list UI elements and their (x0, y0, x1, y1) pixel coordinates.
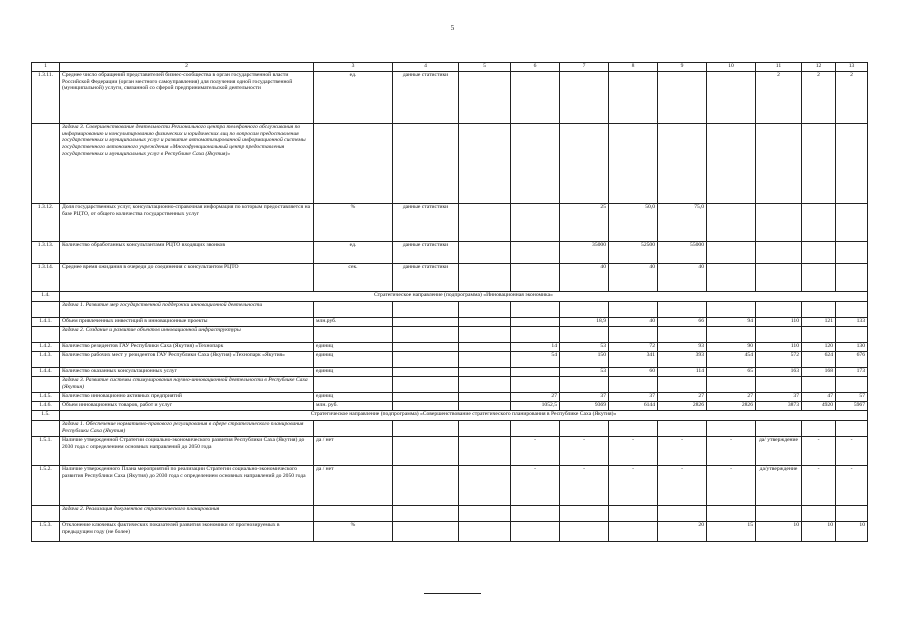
value-cell: 54 (511, 352, 560, 368)
task-row (32, 377, 868, 393)
empty-cell (32, 377, 60, 393)
value-cell (511, 72, 560, 124)
empty-cell (393, 377, 459, 393)
value-cell (459, 368, 511, 377)
empty-cell (836, 302, 868, 318)
row-number: 1.5.1. (32, 437, 60, 466)
value-cell: - (560, 466, 609, 506)
value-cell: 10 (802, 522, 836, 542)
task-row (32, 302, 868, 318)
empty-cell (314, 124, 393, 204)
value-cell (459, 318, 511, 327)
value-cell (756, 204, 802, 242)
value-cell (511, 368, 560, 377)
value-cell: 130 (836, 343, 868, 352)
indicator-name: Объем инновационных товаров, работ и услуг (60, 402, 314, 411)
empty-cell (756, 377, 802, 393)
empty-cell (836, 327, 868, 343)
value-cell: 14 (511, 343, 560, 352)
value-cell: - (511, 466, 560, 506)
header-cell: 5 (459, 63, 511, 72)
empty-cell (658, 506, 707, 522)
row-number: 1.4.1. (32, 318, 60, 327)
header-cell: 9 (658, 63, 707, 72)
value-cell: да/утверждение (756, 466, 802, 506)
empty-cell (658, 124, 707, 204)
source-cell (393, 393, 459, 402)
value-cell: - (609, 437, 658, 466)
source-cell (393, 466, 459, 506)
value-cell: 3873 (756, 402, 802, 411)
table-row (32, 264, 868, 292)
empty-cell (32, 124, 60, 204)
value-cell (609, 522, 658, 542)
indicator-name: Объем привлеченных инвестиций в инновационные проекты (60, 318, 314, 327)
value-cell (707, 204, 756, 242)
empty-cell (609, 506, 658, 522)
empty-cell (658, 377, 707, 393)
value-cell: - (511, 437, 560, 466)
value-cell (560, 522, 609, 542)
source-cell (393, 343, 459, 352)
source-cell (393, 318, 459, 327)
table-row (32, 343, 868, 352)
value-cell: 6144 (609, 402, 658, 411)
empty-cell (511, 327, 560, 343)
value-cell: 120 (802, 343, 836, 352)
value-cell (707, 242, 756, 264)
table-row (32, 522, 868, 542)
value-cell (459, 437, 511, 466)
value-cell (802, 264, 836, 292)
value-cell: 2826 (707, 402, 756, 411)
indicator-name: Количество инновационно активных предприятий (60, 393, 314, 402)
value-cell (459, 72, 511, 124)
empty-cell (802, 421, 836, 437)
value-cell: 110 (756, 318, 802, 327)
unit-cell: ед. (314, 72, 393, 124)
empty-cell (32, 302, 60, 318)
row-number: 1.5. (32, 411, 60, 421)
task-row (32, 124, 868, 204)
value-cell (459, 204, 511, 242)
empty-cell (756, 124, 802, 204)
empty-cell (459, 302, 511, 318)
value-cell: - (658, 466, 707, 506)
value-cell: - (836, 437, 868, 466)
value-cell (459, 402, 511, 411)
unit-cell: да / нет (314, 437, 393, 466)
empty-cell (393, 124, 459, 204)
value-cell: 50,0 (609, 204, 658, 242)
table-row (32, 402, 868, 411)
value-cell (459, 466, 511, 506)
value-cell: 27 (707, 393, 756, 402)
value-cell: 40 (609, 264, 658, 292)
value-cell: 20 (658, 522, 707, 542)
value-cell: 454 (707, 352, 756, 368)
value-cell: 2 (756, 72, 802, 124)
empty-cell (707, 421, 756, 437)
value-cell (756, 242, 802, 264)
source-cell: данные статистики (393, 242, 459, 264)
header-cell: 7 (560, 63, 609, 72)
header-cell: 6 (511, 63, 560, 72)
value-cell: 393 (658, 352, 707, 368)
unit-cell: единиц (314, 393, 393, 402)
header-cell: 2 (60, 63, 314, 72)
row-number: 1.4.2. (32, 343, 60, 352)
value-cell: 173 (836, 368, 868, 377)
row-number: 1.3.13. (32, 242, 60, 264)
value-cell: 4920 (802, 402, 836, 411)
empty-cell (459, 377, 511, 393)
source-cell (393, 522, 459, 542)
value-cell: 53 (560, 343, 609, 352)
header-cell: 3 (314, 63, 393, 72)
empty-cell (560, 327, 609, 343)
value-cell: - (802, 437, 836, 466)
value-cell: 53 (560, 368, 609, 377)
value-cell: 163 (756, 368, 802, 377)
empty-cell (511, 377, 560, 393)
page-number: 5 (450, 24, 455, 32)
table-row (32, 368, 868, 377)
value-cell: 676 (836, 352, 868, 368)
unit-cell: млн.руб. (314, 318, 393, 327)
section-row (32, 292, 868, 302)
unit-cell: млн. руб. (314, 402, 393, 411)
empty-cell (707, 302, 756, 318)
row-number: 1.4.4. (32, 368, 60, 377)
row-number: 1.3.11. (32, 72, 60, 124)
empty-cell (802, 506, 836, 522)
unit-cell: да / нет (314, 466, 393, 506)
header-cell: 12 (802, 63, 836, 72)
value-cell (511, 264, 560, 292)
empty-cell (459, 421, 511, 437)
empty-cell (560, 124, 609, 204)
empty-cell (802, 377, 836, 393)
empty-cell (32, 327, 60, 343)
indicator-name: Отклонение ключевых фактических показателей развития экономики от прогнозируемых в предыдущем году (не более) (60, 522, 314, 542)
source-cell: данные статистики (393, 264, 459, 292)
indicator-name: Количество рабочих мест у резидентов ГАУ Республики Саха (Якутия) «Технопарк «Якутия» (60, 352, 314, 368)
task-row (32, 506, 868, 522)
table-row (32, 318, 868, 327)
empty-cell (802, 124, 836, 204)
value-cell (756, 264, 802, 292)
empty-cell (609, 124, 658, 204)
indicator-name: Наличие утвержденного Плана мероприятий по реализации Стратегии социально-экономического развития Республики Саха (Якутия) до 2030 года с определением основных направлений до 2050 года (60, 466, 314, 506)
empty-cell (511, 302, 560, 318)
value-cell: 5967 (836, 402, 868, 411)
value-cell: 40 (609, 318, 658, 327)
row-number: 1.4.5. (32, 393, 60, 402)
value-cell: 121 (802, 318, 836, 327)
value-cell (836, 242, 868, 264)
value-cell: 60 (609, 368, 658, 377)
value-cell: - (609, 466, 658, 506)
value-cell: 2826 (658, 402, 707, 411)
indicator-name: Наличие утвержденной Стратегии социально-экономического развития Республики Саха (Якутия) до 2030 года с определением основных направлений до 2050 года (60, 437, 314, 466)
unit-cell: ед. (314, 242, 393, 264)
empty-cell (560, 377, 609, 393)
table-row (32, 352, 868, 368)
header-cell: 8 (609, 63, 658, 72)
value-cell: 37 (560, 393, 609, 402)
source-cell (393, 437, 459, 466)
empty-cell (459, 506, 511, 522)
unit-cell: сек. (314, 264, 393, 292)
header-cell: 1 (32, 63, 60, 72)
table-row (32, 204, 868, 242)
section-title: Стратегическое направление (подпрограмма) «Инновационная экономика» (60, 292, 868, 302)
value-cell: 37 (609, 393, 658, 402)
row-number: 1.5.2. (32, 466, 60, 506)
indicators-table (31, 62, 868, 542)
value-cell: 10 (756, 522, 802, 542)
empty-cell (756, 421, 802, 437)
source-cell: данные статистики (393, 72, 459, 124)
value-cell: - (707, 466, 756, 506)
value-cell: - (836, 466, 868, 506)
value-cell: 150 (560, 352, 609, 368)
value-cell: 2 (836, 72, 868, 124)
value-cell: 93 (658, 343, 707, 352)
value-cell: да/ утверждение (756, 437, 802, 466)
row-number: 1.4.6. (32, 402, 60, 411)
value-cell: 341 (609, 352, 658, 368)
header-cell: 4 (393, 63, 459, 72)
empty-cell (393, 302, 459, 318)
empty-cell (609, 302, 658, 318)
value-cell: 572 (756, 352, 802, 368)
value-cell (609, 72, 658, 124)
row-number: 1.4. (32, 292, 60, 302)
empty-cell (511, 421, 560, 437)
value-cell: 9369 (560, 402, 609, 411)
value-cell (459, 393, 511, 402)
empty-cell (393, 421, 459, 437)
table-row (32, 437, 868, 466)
value-cell: - (707, 437, 756, 466)
empty-cell (836, 506, 868, 522)
empty-cell (560, 506, 609, 522)
empty-cell (314, 421, 393, 437)
empty-cell (32, 421, 60, 437)
task-row (32, 327, 868, 343)
row-number: 1.3.14. (32, 264, 60, 292)
empty-cell (707, 124, 756, 204)
empty-cell (707, 377, 756, 393)
empty-cell (560, 421, 609, 437)
value-cell: 624 (802, 352, 836, 368)
value-cell: 35000 (560, 242, 609, 264)
header-cell: 13 (836, 63, 868, 72)
value-cell: 47 (802, 393, 836, 402)
empty-cell (511, 124, 560, 204)
empty-cell (609, 421, 658, 437)
task-text: Задача 2. Реализация документов стратегического планирования (60, 506, 314, 522)
row-number: 1.3.12. (32, 204, 60, 242)
value-cell: 2 (802, 72, 836, 124)
empty-cell (756, 506, 802, 522)
row-number: 1.5.3. (32, 522, 60, 542)
value-cell: 90 (707, 343, 756, 352)
task-text: Задача 1. Развитие мер государственной поддержки инновационной деятельности (60, 302, 314, 318)
empty-cell (836, 421, 868, 437)
value-cell: 27 (658, 393, 707, 402)
value-cell: 168 (802, 368, 836, 377)
source-cell (393, 402, 459, 411)
value-cell (707, 264, 756, 292)
indicator-name: Среднее число обращений представителей бизнес-сообщества в орган государственной власти Российской Федерации (орган местного самоуправления) для получения одной государственной (муниципальной) услуги, связанной со сферой предпринимательской деятельности (60, 72, 314, 124)
value-cell: 110 (756, 343, 802, 352)
value-cell: 27 (511, 393, 560, 402)
value-cell: 133 (836, 318, 868, 327)
indicator-name: Количество обработанных консультантами РЦТО входящих звонков (60, 242, 314, 264)
indicator-name: Количество оказанных консультационных услуг (60, 368, 314, 377)
table-row (32, 72, 868, 124)
empty-cell (658, 327, 707, 343)
row-number: 1.4.3. (32, 352, 60, 368)
value-cell (707, 72, 756, 124)
empty-cell (802, 327, 836, 343)
value-cell: 40 (658, 264, 707, 292)
value-cell: 72 (609, 343, 658, 352)
value-cell: 65 (707, 368, 756, 377)
empty-cell (393, 506, 459, 522)
empty-cell (756, 302, 802, 318)
empty-cell (459, 124, 511, 204)
value-cell (511, 318, 560, 327)
section-title: Стратегическое направление (подпрограмма) «Совершенствование стратегического планирования в Республике Саха (Якутия)» (60, 411, 868, 421)
value-cell: 66 (658, 318, 707, 327)
value-cell: 52500 (609, 242, 658, 264)
empty-cell (560, 302, 609, 318)
value-cell: - (560, 437, 609, 466)
empty-cell (802, 302, 836, 318)
value-cell: 15 (707, 522, 756, 542)
unit-cell: единиц (314, 343, 393, 352)
empty-cell (314, 302, 393, 318)
empty-cell (314, 506, 393, 522)
unit-cell: единиц (314, 352, 393, 368)
task-text: Задача 1. Обеспечение нормативно-правового регулирования в сфере стратегического планирования Республики Саха (Якутия) (60, 421, 314, 437)
value-cell (459, 352, 511, 368)
value-cell (802, 242, 836, 264)
value-cell (836, 264, 868, 292)
empty-cell (707, 506, 756, 522)
empty-cell (609, 377, 658, 393)
table-row (32, 466, 868, 506)
value-cell: 25 (560, 204, 609, 242)
empty-cell (707, 327, 756, 343)
unit-cell: % (314, 204, 393, 242)
empty-cell (658, 421, 707, 437)
value-cell: 75,0 (658, 204, 707, 242)
empty-cell (658, 302, 707, 318)
source-cell (393, 368, 459, 377)
header-cell: 11 (756, 63, 802, 72)
value-cell: 1052,5 (511, 402, 560, 411)
value-cell: 94 (707, 318, 756, 327)
value-cell (802, 204, 836, 242)
value-cell (459, 264, 511, 292)
empty-cell (314, 377, 393, 393)
source-cell (393, 352, 459, 368)
empty-cell (756, 327, 802, 343)
empty-cell (609, 327, 658, 343)
section-row (32, 411, 868, 421)
value-cell (511, 522, 560, 542)
unit-cell: % (314, 522, 393, 542)
value-cell (658, 72, 707, 124)
value-cell: 37 (756, 393, 802, 402)
empty-cell (314, 327, 393, 343)
value-cell: 55000 (658, 242, 707, 264)
empty-cell (459, 327, 511, 343)
footer-divider (424, 593, 481, 594)
value-cell: 18,9 (560, 318, 609, 327)
table-row (32, 242, 868, 264)
value-cell: - (658, 437, 707, 466)
value-cell: 40 (560, 264, 609, 292)
task-text: Задача 3. Развитие системы стимулирования научно-инновационной деятельности в Республике Саха (Якутия) (60, 377, 314, 393)
value-cell: 10 (836, 522, 868, 542)
value-cell: 57 (836, 393, 868, 402)
value-cell (459, 522, 511, 542)
value-cell (511, 204, 560, 242)
indicator-name: Количество резидентов ГАУ Республики Саха (Якутия) «Технопарк (60, 343, 314, 352)
empty-cell (393, 327, 459, 343)
value-cell (459, 242, 511, 264)
indicator-name: Среднее время ожидания в очереди до соединения с консультантом РЦТО (60, 264, 314, 292)
task-text: Задача 2. Создание и развитие объектов инновационной инфраструктуры (60, 327, 314, 343)
value-cell (560, 72, 609, 124)
empty-cell (511, 506, 560, 522)
column-number-row (32, 63, 868, 72)
value-cell: - (802, 466, 836, 506)
value-cell (836, 204, 868, 242)
value-cell (459, 343, 511, 352)
value-cell: 114 (658, 368, 707, 377)
source-cell: данные статистики (393, 204, 459, 242)
empty-cell (836, 124, 868, 204)
empty-cell (32, 506, 60, 522)
value-cell (511, 242, 560, 264)
header-cell: 10 (707, 63, 756, 72)
unit-cell: единиц (314, 368, 393, 377)
empty-cell (836, 377, 868, 393)
indicator-name: Доля государственных услуг, консультационно-справочная информация по которым предоставляется на базе РЦТО, от общего количества государственных услуг (60, 204, 314, 242)
task-text: Задача 3. Совершенствование деятельности Регионального центра телефонного обслуживания по информированию и консультированию физических и юридических лиц по вопросам предоставления государственных и муниципальных услуг и развитие автоматизированной информационной системы государственного автономного учреждения «Многофункциональный центр предоставления государственных и муниципальных услуг в Республике Саха (Якутия)» (60, 124, 314, 204)
task-row (32, 421, 868, 437)
table-row (32, 393, 868, 402)
